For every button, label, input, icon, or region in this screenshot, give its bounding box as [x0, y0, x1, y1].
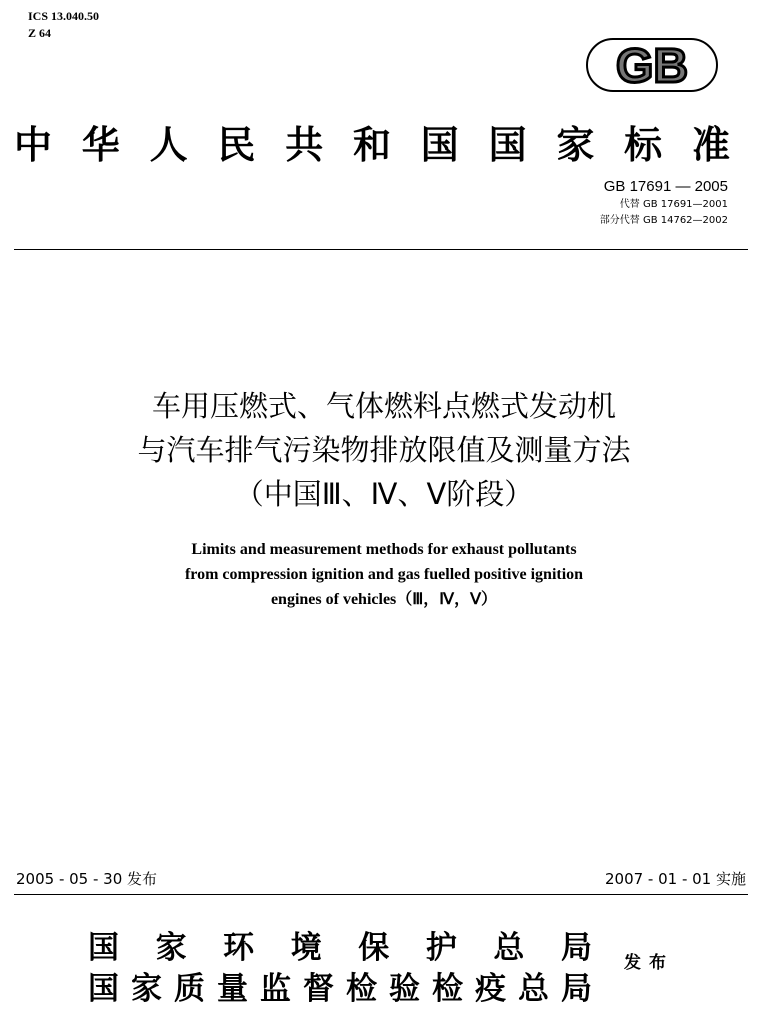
replaces-standard: 代替 GB 17691—2001 — [619, 199, 728, 210]
bottom-divider — [14, 894, 748, 895]
standard-code: GB 17691 — 2005 — [603, 178, 728, 195]
classification-codes — [28, 8, 99, 42]
gb-logo-icon — [586, 38, 718, 92]
document-title-chinese — [0, 384, 768, 516]
top-divider — [14, 249, 748, 250]
partially-replaces-standard: 部分代替 GB 14762—2002 — [599, 215, 728, 226]
issue-date: 2005 - 05 - 30 发布 — [16, 870, 158, 888]
title-en-line-1: Limits and measurement methods for exhaust pollutants — [191, 541, 577, 558]
standard-number-block — [600, 177, 728, 229]
gb-logo-text: GB — [616, 40, 688, 92]
issuer-quality-supervision: 国家质量监督检验检疫总局 — [88, 971, 592, 1007]
implementation-date: 2007 - 01 - 01 实施 — [604, 870, 746, 888]
document-title-english — [0, 537, 768, 612]
title-cn-line-1: 车用压燃式、气体燃料点燃式发动机 — [151, 389, 616, 423]
ccs-code: Z 64 — [28, 26, 52, 40]
national-standard-title: 中华人民共和国国家标准 — [14, 122, 740, 167]
publish-label: 发布 — [624, 953, 674, 973]
title-en-line-2: from compression ignition and gas fuelled positive ignition — [184, 566, 584, 583]
title-cn-line-3: （中国Ⅲ、Ⅳ、Ⅴ阶段） — [234, 477, 534, 511]
title-cn-line-2: 与汽车排气污染物排放限值及测量方法 — [137, 433, 631, 467]
title-en-line-3: engines of vehicles（Ⅲ，Ⅳ，Ⅴ） — [270, 591, 498, 608]
issuer-environmental-protection: 国家环境保护总局 — [88, 930, 592, 966]
ics-code: ICS 13.040.50 — [28, 9, 100, 23]
